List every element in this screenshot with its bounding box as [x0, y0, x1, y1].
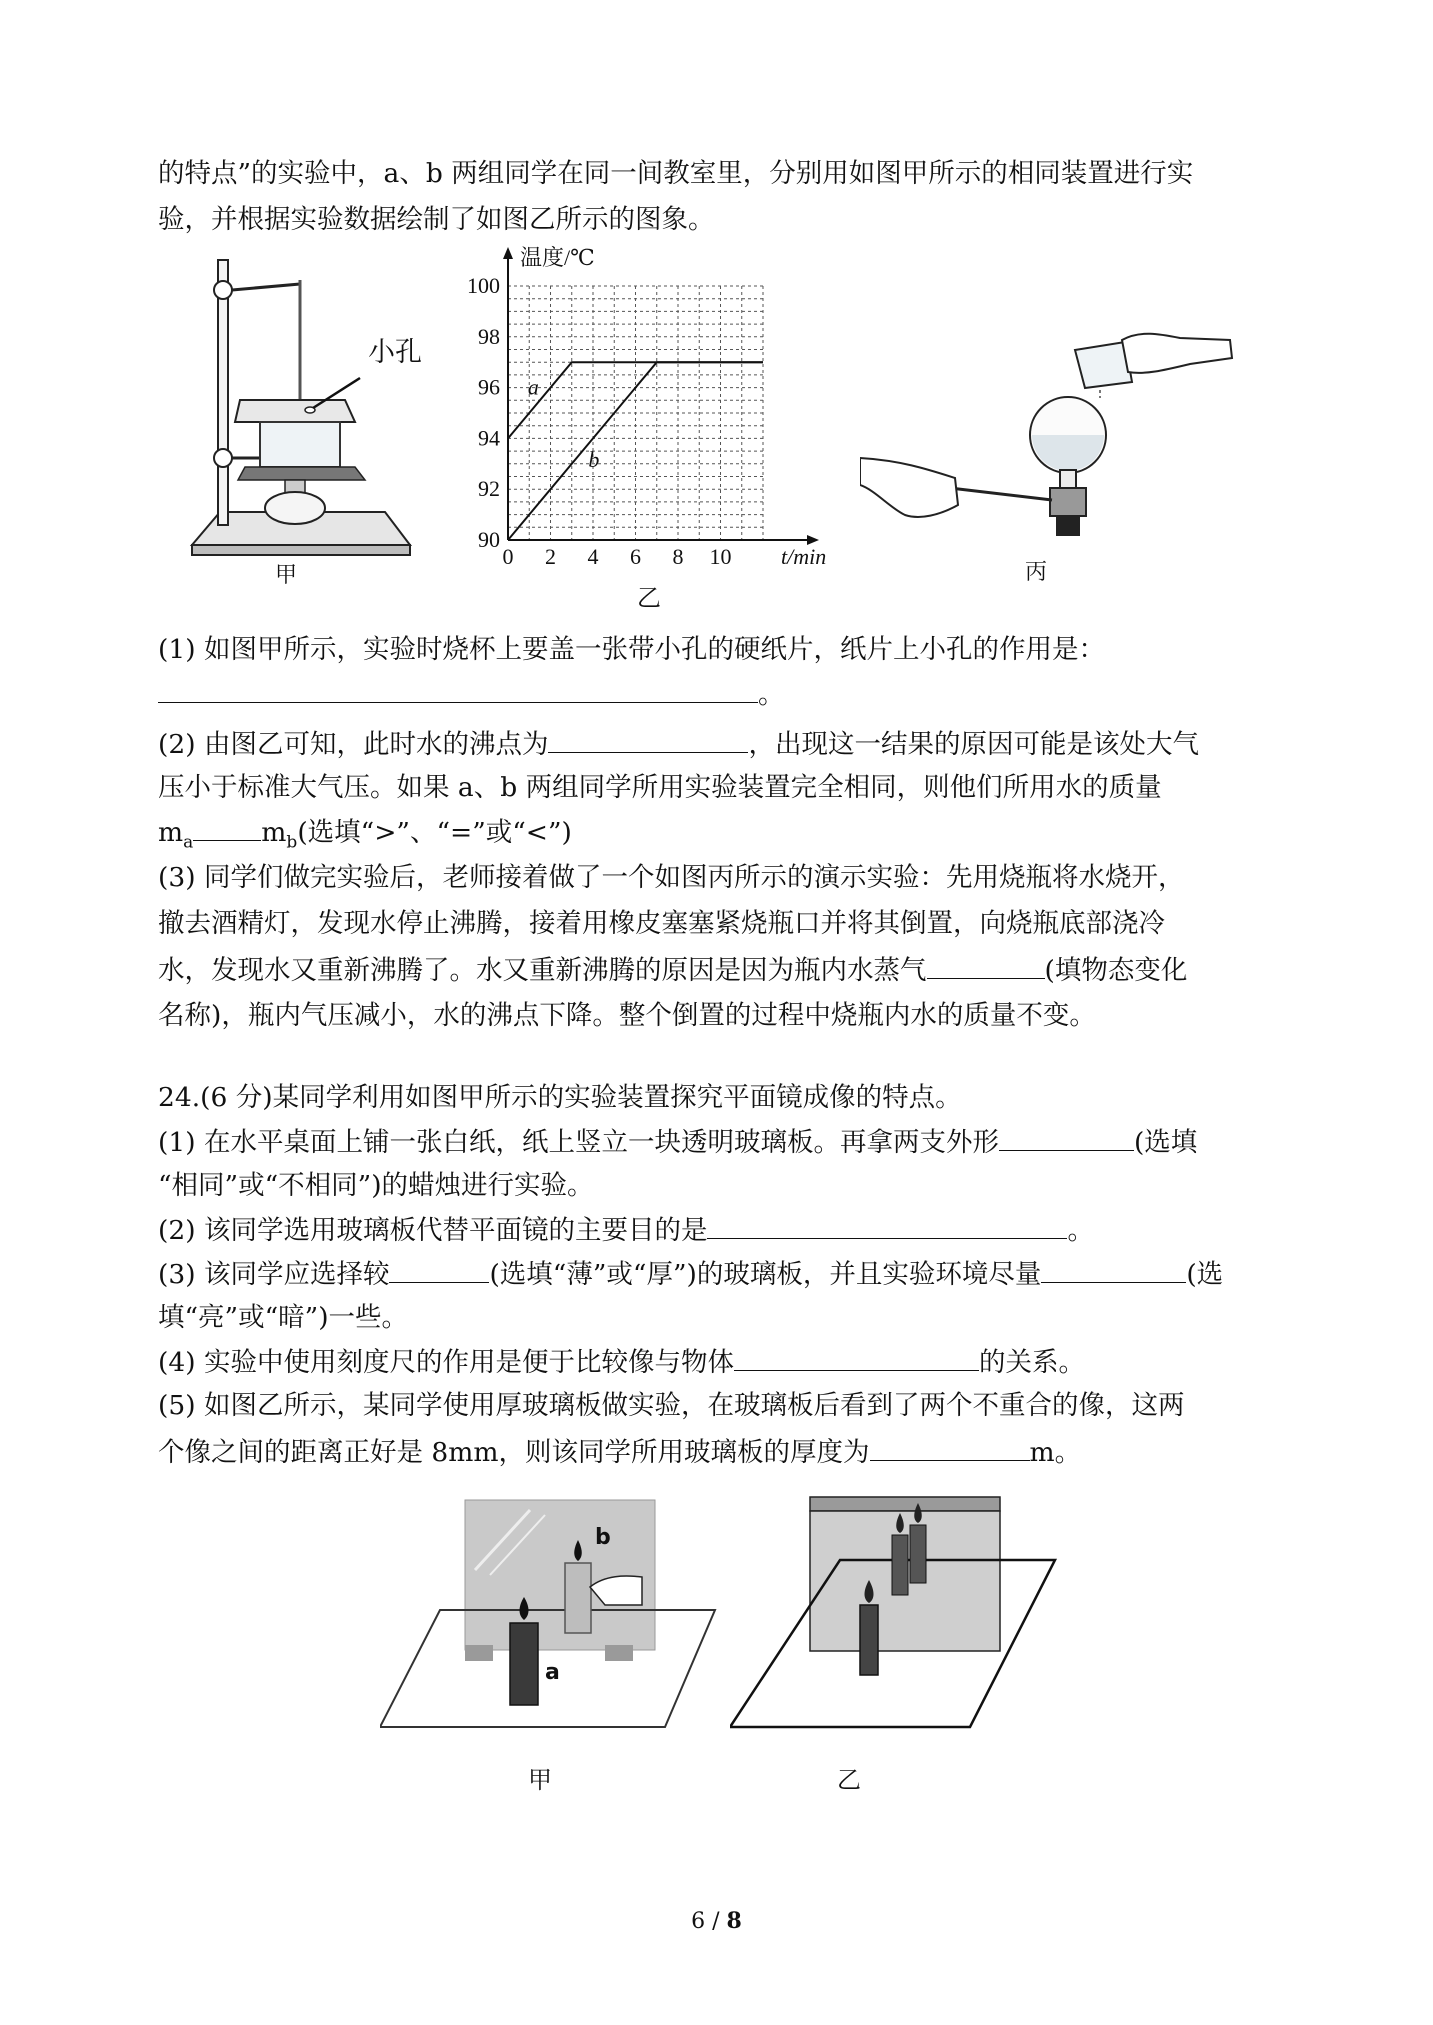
q23-part2-line2: 压小于标准大气压。如果 a、b 两组同学所用实验装置完全相同，则他们所用水的质量: [158, 772, 1162, 803]
q23-sub-b: b: [286, 832, 298, 853]
q23-part1-line2: [158, 672, 1298, 717]
q23-part1-end: 。: [758, 679, 785, 710]
y-tick-label: 94: [478, 425, 500, 451]
series-label-b: b: [588, 447, 600, 473]
x-tick-label: 4: [587, 544, 599, 569]
candle-a-label: a: [545, 1660, 560, 1685]
q23-part3-text-d: (填物态变化: [1044, 955, 1188, 986]
q24-part4-line: [158, 1340, 1298, 1385]
candle-b-label: b: [595, 1525, 611, 1550]
q23-part2-text-d: (选填“>”、“=”或“<”): [297, 817, 572, 848]
q24-part4-text-b: 的关系。: [978, 1347, 1085, 1378]
q24-part4-text-a: (4) 实验中使用刻度尺的作用是便于比较像与物体: [158, 1347, 734, 1378]
y-tick-label: 90: [478, 527, 500, 552]
figure-yi-caption: 乙: [637, 584, 661, 612]
q23-part1-line1: [158, 628, 1298, 672]
figure-yi-thick-glass: [730, 1495, 1060, 1735]
q24-brightness-blank[interactable]: [1041, 1252, 1186, 1283]
q23-part3-line4: 名称)，瓶内气压减小，水的沸点下降。整个倒置的过程中烧瓶内水的质量不变。: [158, 1000, 1096, 1031]
figure-bing-caption: 丙: [1025, 560, 1048, 585]
q24-candle-shape-blank[interactable]: [999, 1120, 1134, 1151]
q23-part1-text: (1) 如图甲所示，实验时烧杯上要盖一张带小孔的硬纸片，纸片上小孔的作用是：: [158, 634, 1105, 665]
y-tick-label: 96: [478, 374, 500, 400]
q24-ruler-purpose-blank[interactable]: [734, 1340, 979, 1371]
q24-part5-line1: (5) 如图乙所示，某同学使用厚玻璃板做实验，在玻璃板后看到了两个不重合的像，这两: [158, 1390, 1185, 1421]
q24-part3-line1: [158, 1252, 1298, 1297]
q23-part2-text-b: ，出现这一结果的原因可能是该处大气: [748, 729, 1199, 760]
x-tick-label: 6: [630, 544, 641, 569]
q24-part3-text-c: (选: [1186, 1259, 1224, 1290]
page-number: [0, 1908, 1433, 1934]
q23-mass-compare-blank[interactable]: [193, 810, 261, 841]
q23-sub-a: a: [183, 832, 194, 853]
q23-state-change-blank[interactable]: [927, 948, 1045, 979]
series-label-a: a: [527, 374, 539, 400]
q24-part5-text-c: m。: [1029, 1437, 1082, 1468]
y-tick-label: 98: [478, 323, 500, 349]
q24-part5-line2: [158, 1430, 1298, 1475]
q24-part3-line2: 填“亮”或“暗”)一些。: [158, 1302, 409, 1333]
y-tick-label: 100: [467, 273, 500, 298]
x-tick-label: 0: [502, 544, 514, 569]
q23-part1-answer-blank[interactable]: [158, 672, 758, 703]
q24-purpose-blank[interactable]: [707, 1208, 1067, 1239]
figure-jia-mirror-setup: [380, 1495, 720, 1735]
q24-part1-text-a: (1) 在水平桌面上铺一张白纸，纸上竖立一块透明玻璃板。再拿两支外形: [158, 1127, 999, 1158]
q23-mass-m-b: m: [261, 817, 287, 848]
q24-part2-text-b: 。: [1067, 1215, 1094, 1246]
q24-part1-text-b: (选填: [1133, 1127, 1198, 1158]
figure-bing-demo: [860, 320, 1250, 560]
figure-yi-chart: [455, 243, 855, 608]
q24-part2-line: [158, 1208, 1298, 1253]
q23-mass-m-a: m: [158, 817, 184, 848]
intro-line-1: 的特点”的实验中，a、b 两组同学在同一间教室里，分别用如图甲所示的相同装置进行实: [158, 158, 1194, 189]
q24-heading: 24.(6 分)某同学利用如图甲所示的实验装置探究平面镜成像的特点。: [158, 1082, 962, 1113]
q23-part2-text-a: (2) 由图乙可知，此时水的沸点为: [158, 729, 549, 760]
chart-grid: [508, 286, 763, 540]
figure-jia-bottom-caption: 甲: [528, 1766, 552, 1794]
intro-line-2: 验，并根据实验数据绘制了如图乙所示的图象。: [158, 204, 715, 235]
q23-part2-line1: [158, 722, 1298, 767]
figure-jia-caption: 甲: [275, 563, 298, 588]
y-axis-arrow: [503, 247, 513, 259]
q24-part5-text-b: 个像之间的距离正好是 8mm，则该同学所用玻璃板的厚度为: [158, 1437, 870, 1468]
figure-yi-bottom-caption: 乙: [837, 1766, 861, 1794]
q24-glass-thickness-blank[interactable]: [870, 1430, 1030, 1461]
y-axis-label: 温度/℃: [520, 245, 595, 270]
q24-part3-text-b: (选填“薄”或“厚”)的玻璃板，并且实验环境尽量: [489, 1259, 1042, 1290]
q23-part3-line1: (3) 同学们做完实验后，老师接着做了一个如图丙所示的演示实验：先用烧瓶将水烧开，: [158, 862, 1185, 893]
q23-part3-line3: [158, 948, 1298, 993]
q23-part3-text-c: 水，发现水又重新沸腾了。水又重新沸腾的原因是因为瓶内水蒸气: [158, 955, 927, 986]
q23-part3-line2: 撤去酒精灯，发现水停止沸腾，接着用橡皮塞塞紧烧瓶口并将其倒置，向烧瓶底部浇冷: [158, 908, 1165, 939]
x-tick-label: 2: [545, 544, 556, 569]
hole-label: 小孔: [368, 337, 422, 368]
x-axis-label: t/min: [781, 544, 827, 569]
chart-ticks: [467, 245, 826, 569]
page-total: 8: [726, 1908, 742, 1934]
q23-boiling-point-blank[interactable]: [548, 722, 748, 753]
q24-part1-line1: [158, 1120, 1298, 1165]
y-tick-label: 92: [478, 476, 500, 502]
q24-part1-line2: “相同”或“不相同”)的蜡烛进行实验。: [158, 1170, 594, 1201]
x-tick-label: 8: [672, 544, 684, 569]
page-current: 6: [691, 1909, 706, 1934]
q24-thickness-choice-blank[interactable]: [389, 1252, 489, 1283]
q24-part3-text-a: (3) 该同学应选择较: [158, 1259, 390, 1290]
page-separator: /: [705, 1909, 727, 1934]
q24-part2-text-a: (2) 该同学选用玻璃板代替平面镜的主要目的是: [158, 1215, 708, 1246]
figure-jia-apparatus: [180, 250, 430, 600]
x-tick-label: 10: [709, 544, 732, 569]
